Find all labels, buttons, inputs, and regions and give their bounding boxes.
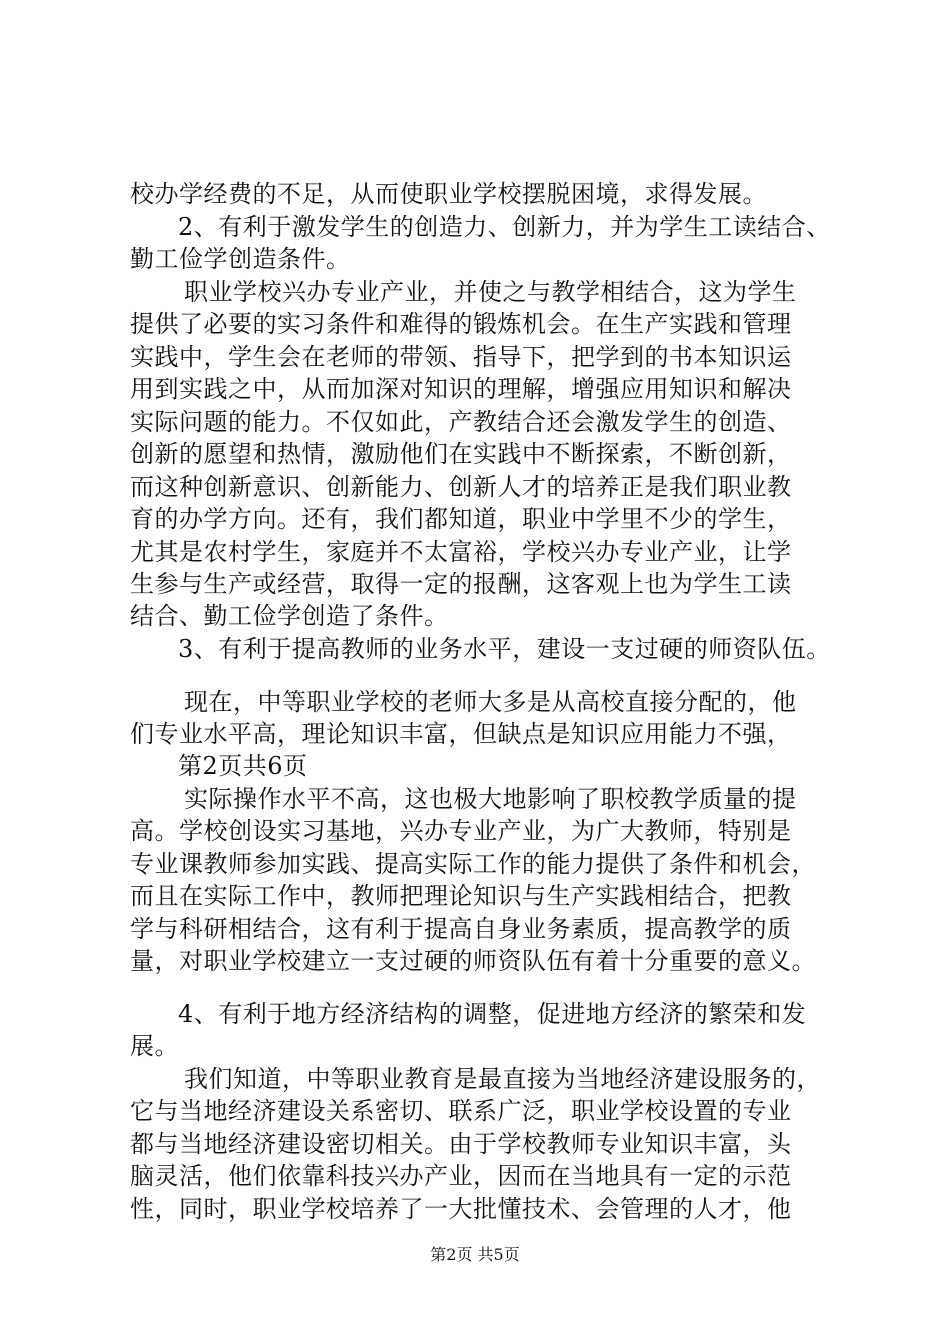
text-line: 性，同时，职业学校培养了一大批懂技术、会管理的人才，他 (130, 1195, 792, 1223)
text-line: 高。学校创设实习基地，兴办专业产业，为广大教师，特别是 (130, 817, 792, 845)
text-line: 尤其是农村学生，家庭并不太富裕，学校兴办专业产业，让学 (130, 538, 792, 566)
text-line: 实践中，学生会在老师的带领、指导下，把学到的书本知识运 (130, 343, 792, 371)
page-footer: 第2页 共5页 (430, 1245, 520, 1264)
text-line: 结合、勤工俭学创造了条件。 (130, 602, 449, 630)
text-line: 专业课教师参加实践、提高实际工作的能力提供了条件和机会， (130, 850, 816, 878)
inline-page-marker: 第2页共6页 (178, 752, 308, 780)
text-line: 它与当地经济建设关系密切、联系广泛，职业学校设置的专业 (130, 1097, 792, 1125)
text-line: 实际问题的能力。不仅如此，产教结合还会激发学生的创造、 (130, 408, 792, 436)
text-line: 4、有利于地方经济结构的调整，促进地方经济的繁荣和发 (178, 1000, 807, 1028)
text-line: 提供了必要的实习条件和难得的锻炼机会。在生产实践和管理 (130, 310, 792, 338)
text-line: 育的办学方向。还有，我们都知道，职业中学里不少的学生， (130, 505, 792, 533)
text-line: 展。 (130, 1032, 179, 1060)
text-line: 量，对职业学校建立一支过硬的师资队伍有着十分重要的意义。 (130, 947, 816, 975)
text-line: 我们知道，中等职业教育是最直接为当地经济建设服务的， (184, 1065, 821, 1093)
text-line: 2、有利于激发学生的创造力、创新力，并为学生工读结合、 (178, 213, 831, 241)
text-line: 现在，中等职业学校的老师大多是从高校直接分配的，他 (184, 688, 797, 716)
text-line: 3、有利于提高教师的业务水平，建设一支过硬的师资队伍。 (178, 635, 831, 663)
text-line: 都与当地经济建设密切相关。由于学校教师专业知识丰富，头 (130, 1130, 792, 1158)
text-line: 脑灵活，他们依靠科技兴办产业，因而在当地具有一定的示范 (130, 1162, 792, 1190)
text-line: 勤工俭学创造条件。 (130, 245, 351, 273)
text-line: 创新的愿望和热情，激励他们在实践中不断探索，不断创新， (130, 440, 792, 468)
text-line: 而且在实际工作中，教师把理论知识与生产实践相结合，把教 (130, 882, 792, 910)
text-line: 用到实践之中，从而加深对知识的理解，增强应用知识和解决 (130, 375, 792, 403)
text-line: 而这种创新意识、创新能力、创新人才的培养正是我们职业教 (130, 473, 792, 501)
text-line: 校办学经费的不足，从而使职业学校摆脱困境，求得发展。 (130, 180, 767, 208)
text-line: 生参与生产或经营，取得一定的报酬，这客观上也为学生工读 (130, 570, 792, 598)
text-line: 学与科研相结合，这有利于提高自身业务素质，提高教学的质 (130, 915, 792, 943)
text-line: 职业学校兴办专业产业，并使之与教学相结合，这为学生 (184, 278, 797, 306)
text-line: 们专业水平高，理论知识丰富，但缺点是知识应用能力不强， (130, 720, 792, 748)
text-line: 实际操作水平不高，这也极大地影响了职校教学质量的提 (184, 785, 797, 813)
